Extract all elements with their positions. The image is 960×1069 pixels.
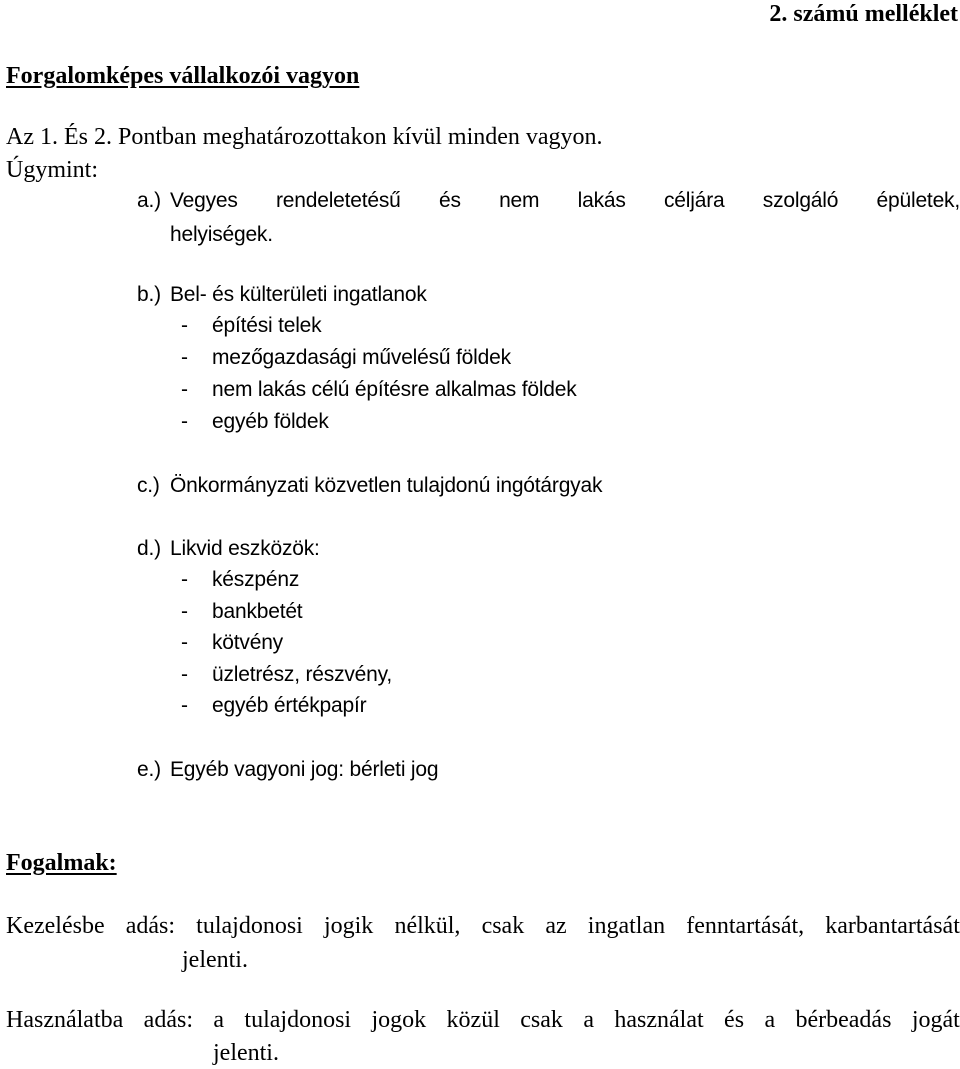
annex-label: 2. számú melléklet	[769, 1, 958, 27]
intro-line-1: Az 1. És 2. Pontban meghatározottakon kívül minden vagyon.	[6, 124, 603, 150]
hasznalatba-word: jogok	[371, 1007, 427, 1033]
item-c-marker: c.)	[137, 474, 160, 497]
item-e-marker: e.)	[137, 758, 161, 781]
kezelesbe-word: jogik	[323, 913, 374, 939]
hasznalatba-word: a	[213, 1007, 225, 1033]
item-a-word: Vegyes	[170, 189, 238, 212]
item-e-text: Egyéb vagyoni jog: bérleti jog	[170, 758, 439, 781]
hasznalatba-line-2: jelenti.	[213, 1040, 279, 1066]
item-d-text: Likvid eszközök:	[170, 537, 320, 560]
item-b-marker: b.)	[137, 283, 161, 306]
item-a-marker: a.)	[137, 189, 161, 212]
item-c-text: Önkormányzati közvetlen tulajdonú ingótárgyak	[170, 474, 603, 497]
item-b-sub-dash: -	[181, 378, 188, 401]
item-a-line-1	[170, 187, 960, 215]
item-d-sub-item: bankbetét	[212, 599, 303, 623]
item-d-marker: d.)	[137, 537, 161, 560]
item-b-sub-item: mezőgazdasági művelésű földek	[212, 346, 511, 369]
item-b-sub-dash: -	[181, 346, 188, 369]
hasznalatba-word: és	[724, 1007, 745, 1033]
hasznalatba-word: adás:	[143, 1007, 193, 1033]
item-a-word: épületek,	[876, 189, 960, 212]
hasznalatba-word: tulajdonosi	[244, 1007, 352, 1033]
item-a-word: és	[438, 189, 461, 212]
item-b-sub-item: építési telek	[212, 314, 322, 337]
item-b-text: Bel- és külterületi ingatlanok	[170, 283, 427, 306]
concepts-title: Fogalmak:	[6, 850, 117, 876]
item-a-word: nem	[499, 189, 540, 212]
kezelesbe-line-1	[6, 912, 960, 940]
item-a-line-2: helyiségek.	[170, 223, 273, 246]
hasznalatba-word: használat	[614, 1007, 704, 1033]
hasznalatba-word: a	[764, 1007, 776, 1033]
item-b-sub-dash: -	[181, 314, 188, 337]
item-b-sub-item: nem lakás célú építésre alkalmas földek	[212, 378, 577, 401]
item-a-word: lakás	[577, 189, 626, 212]
item-d-sub-item: egyéb értékpapír	[212, 694, 367, 717]
item-a-word: céljára	[664, 189, 725, 212]
hasznalatba-word: csak	[520, 1007, 563, 1033]
kezelesbe-word: Kezelésbe	[6, 913, 105, 939]
item-d-sub-dash: -	[181, 694, 188, 717]
item-d-sub-dash: -	[181, 631, 188, 654]
kezelesbe-line-2: jelenti.	[182, 947, 248, 973]
intro-line-2: Úgymint:	[6, 157, 99, 183]
kezelesbe-word: ingatlan	[587, 913, 666, 939]
hasznalatba-word: Használatba	[6, 1007, 124, 1033]
kezelesbe-word: fenntartását,	[686, 913, 805, 939]
item-b-sub-dash: -	[181, 410, 188, 433]
item-b-sub-item: egyéb földek	[212, 410, 329, 433]
hasznalatba-word: bérbeadás	[795, 1007, 892, 1033]
kezelesbe-word: nélkül,	[394, 913, 461, 939]
section-title: Forgalomképes vállalkozói vagyon	[6, 63, 360, 89]
hasznalatba-word: a	[583, 1007, 594, 1033]
hasznalatba-line-1	[6, 1006, 960, 1034]
kezelesbe-word: karbantartását	[825, 913, 960, 939]
item-d-sub-item: készpénz	[212, 568, 300, 591]
item-a-word: rendeletetésű	[276, 189, 401, 212]
item-a-word: szolgáló	[762, 189, 839, 212]
item-d-sub-dash: -	[181, 599, 188, 623]
kezelesbe-word: az	[545, 913, 567, 939]
item-d-sub-dash: -	[181, 568, 188, 591]
hasznalatba-word: jogát	[911, 1007, 960, 1033]
kezelesbe-word: tulajdonosi	[196, 913, 303, 939]
item-d-sub-item: üzletrész, részvény,	[212, 662, 393, 686]
hasznalatba-word: közül	[446, 1007, 500, 1033]
kezelesbe-word: csak	[481, 913, 525, 939]
item-d-sub-item: kötvény	[212, 631, 283, 654]
kezelesbe-word: adás:	[125, 913, 176, 939]
item-d-sub-dash: -	[181, 662, 188, 686]
